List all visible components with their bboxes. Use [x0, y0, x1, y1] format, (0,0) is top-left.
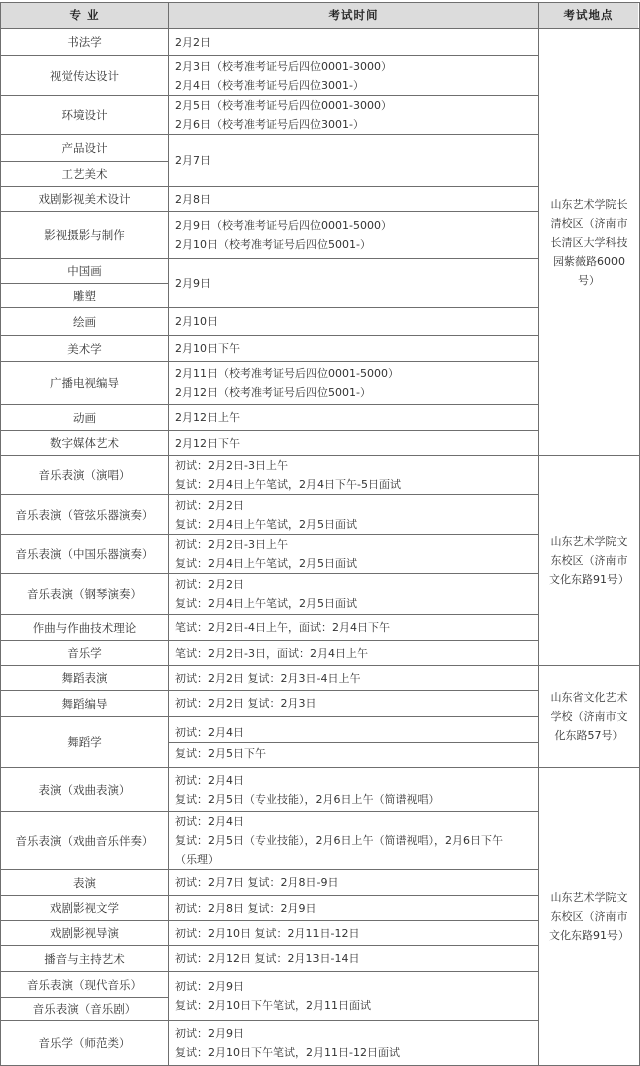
exam-time-cell	[175, 187, 537, 211]
major-cell: 动画	[73, 410, 96, 425]
exam-time-line: 2月12日上午	[175, 411, 240, 424]
exam-time-line: 2月4日（校考准考证号后四位3001-）	[175, 79, 364, 92]
table-top-border	[0, 2, 640, 3]
exam-time-line: 复试：2月5日（专业技能），2月6日上午（简谱视唱），2月6日下午	[175, 834, 503, 847]
exam-time-line: 2月12日下午	[175, 437, 240, 450]
exam-time-line: 2月11日（校考准考证号后四位0001-5000）	[175, 367, 399, 380]
exam-time-line: 初试：2月2日	[175, 578, 244, 591]
exam-time-cell	[175, 308, 537, 335]
exam-time-line: 2月8日	[175, 193, 211, 206]
major-cell: 书法学	[67, 35, 102, 49]
exam-time-line: 初试：2月2日-3日上午	[175, 538, 288, 551]
major-cell: 音乐表演（钢琴演奏）	[27, 587, 142, 601]
exam-location-cell	[541, 29, 637, 455]
exam-time-line: 初试：2月10日 复试：2月11日-12日	[175, 927, 360, 940]
exam-time-line: 初试：2月9日	[175, 1027, 244, 1040]
exam-time-line: （乐理）	[175, 853, 219, 866]
exam-time-line: 初试：2月2日 复试：2月3日-4日上午	[175, 672, 361, 685]
exam-time-cell	[175, 946, 537, 971]
exam-time-cell	[175, 717, 537, 767]
major-cell: 环境设计	[61, 108, 108, 122]
exam-time-cell	[175, 336, 537, 361]
major-cell: 戏剧影视导演	[50, 926, 119, 940]
exam-time-line: 笔试：2月2日-3日，面试：2月4日上午	[175, 647, 368, 660]
exam-time-cell	[175, 615, 537, 640]
major-cell: 播音与主持艺术	[44, 951, 125, 966]
exam-location-text: 山东艺术学院文东校区（济南市文化东路91号）	[549, 535, 629, 586]
exam-time-cell	[175, 896, 537, 920]
exam-time-line: 初试：2月4日	[175, 815, 244, 828]
exam-time-cell	[175, 812, 537, 869]
exam-time-line: 初试：2月4日	[175, 774, 244, 787]
major-cell: 视觉传达设计	[50, 68, 119, 83]
exam-location-cell	[541, 666, 637, 767]
exam-time-cell	[175, 495, 537, 534]
exam-time-cell	[175, 405, 537, 430]
exam-time-line: 复试：2月4日上午笔试，2月5日面试	[175, 518, 357, 531]
major-cell: 工艺美术	[61, 167, 108, 181]
exam-time-line: 复试：2月10日下午笔试，2月11日面试	[175, 999, 371, 1012]
exam-time-line: 初试：2月9日	[175, 980, 244, 993]
exam-time-line: 2月10日	[175, 315, 218, 328]
exam-time-line: 2月9日（校考准考证号后四位0001-5000）	[175, 219, 392, 232]
exam-time-cell	[175, 56, 537, 95]
exam-time-cell	[175, 666, 537, 690]
major-cell: 中国画	[67, 264, 102, 278]
header-exam-location: 考试地点	[563, 8, 614, 22]
major-cell: 音乐表演（音乐剧）	[32, 1002, 137, 1016]
exam-time-cell	[175, 431, 537, 455]
major-cell: 戏剧影视美术设计	[38, 192, 131, 206]
exam-time-line: 2月9日	[175, 277, 211, 290]
major-cell: 戏剧影视文学	[50, 901, 119, 915]
exam-time-line: 2月7日	[175, 154, 211, 167]
exam-time-cell	[175, 96, 537, 134]
exam-time-line: 复试：2月10日下午笔试，2月11日-12日面试	[175, 1046, 400, 1059]
exam-time-line: 初试：2月2日 复试：2月3日	[175, 697, 317, 710]
exam-time-line: 复试：2月5日下午	[175, 747, 266, 760]
major-cell: 音乐表演（中国乐器演奏）	[15, 547, 154, 561]
exam-time-cell	[175, 535, 537, 573]
exam-time-line: 初试：2月2日	[175, 499, 244, 512]
major-cell: 绘画	[73, 314, 96, 329]
exam-time-line: 初试：2月8日 复试：2月9日	[175, 902, 317, 915]
exam-time-cell	[175, 641, 537, 665]
major-cell: 雕塑	[73, 288, 96, 303]
exam-time-line: 2月3日（校考准考证号后四位0001-3000）	[175, 60, 392, 73]
major-cell: 音乐学（师范类）	[38, 1036, 131, 1050]
major-cell: 表演（戏曲表演）	[38, 782, 131, 797]
exam-time-cell	[175, 574, 537, 614]
exam-time-cell	[175, 691, 537, 716]
exam-time-line: 2月10日（校考准考证号后四位5001-）	[175, 238, 371, 251]
exam-time-cell	[175, 456, 537, 494]
major-cell: 音乐表演（戏曲音乐伴奏）	[15, 833, 154, 848]
exam-time-cell	[175, 870, 537, 895]
exam-time-cell	[175, 972, 537, 1020]
exam-time-line: 复试：2月5日（专业技能），2月6日上午（简谱视唱）	[175, 793, 440, 806]
exam-time-line: 复试：2月4日上午笔试，2月5日面试	[175, 597, 357, 610]
exam-time-line: 初试：2月12日 复试：2月13日-14日	[175, 952, 360, 965]
exam-location-cell	[541, 768, 637, 1065]
major-cell: 音乐表演（演唱）	[38, 468, 131, 482]
exam-time-line: 初试：2月2日-3日上午	[175, 459, 288, 472]
major-cell: 舞蹈表演	[61, 671, 108, 685]
header-major: 专 业	[69, 8, 100, 22]
exam-time-line: 2月12日（校考准考证号后四位5001-）	[175, 386, 371, 399]
major-cell: 表演	[73, 875, 96, 890]
exam-time-line: 2月6日（校考准考证号后四位3001-）	[175, 118, 364, 131]
exam-time-cell	[175, 29, 537, 55]
major-cell: 作曲与作曲技术理论	[32, 620, 137, 635]
header-exam-time: 考试时间	[328, 8, 379, 22]
major-cell: 舞蹈编导	[61, 696, 108, 711]
exam-time-line: 初试：2月4日	[175, 726, 244, 739]
major-cell: 舞蹈学	[67, 735, 102, 749]
exam-time-cell	[175, 212, 537, 258]
major-cell: 数字媒体艺术	[50, 436, 119, 450]
exam-time-line: 2月5日（校考准考证号后四位0001-3000）	[175, 99, 392, 112]
major-cell: 音乐学	[67, 646, 102, 660]
major-cell: 音乐表演（管弦乐器演奏）	[15, 507, 154, 522]
exam-time-line: 2月10日下午	[175, 342, 240, 355]
exam-time-cell	[175, 768, 537, 811]
exam-time-cell	[175, 1021, 537, 1065]
exam-time-cell	[175, 259, 537, 307]
major-cell: 产品设计	[61, 141, 108, 155]
exam-time-line: 2月2日	[175, 36, 211, 49]
major-cell: 美术学	[67, 341, 102, 356]
exam-location-cell	[541, 456, 637, 665]
exam-time-cell	[175, 135, 537, 186]
exam-time-cell	[175, 362, 537, 404]
exam-time-line: 笔试：2月2日-4日上午，面试：2月4日下午	[175, 621, 390, 634]
major-cell: 广播电视编导	[50, 376, 119, 390]
exam-time-cell	[175, 921, 537, 945]
exam-time-line: 复试：2月4日上午笔试，2月4日下午-5日面试	[175, 478, 401, 491]
exam-location-text: 山东艺术学院长清校区（济南市长清区大学科技园紫薇路6000号）	[550, 197, 628, 287]
major-cell: 影视摄影与制作	[44, 228, 125, 242]
exam-location-text: 山东省文化艺术学校（济南市文化东路57号）	[550, 691, 628, 742]
exam-time-line: 复试：2月4日上午笔试，2月5日面试	[175, 557, 357, 570]
exam-location-text: 山东艺术学院文东校区（济南市文化东路91号）	[549, 891, 629, 942]
exam-time-line: 初试：2月7日 复试：2月8日-9日	[175, 876, 339, 889]
major-cell: 音乐表演（现代音乐）	[27, 977, 142, 992]
